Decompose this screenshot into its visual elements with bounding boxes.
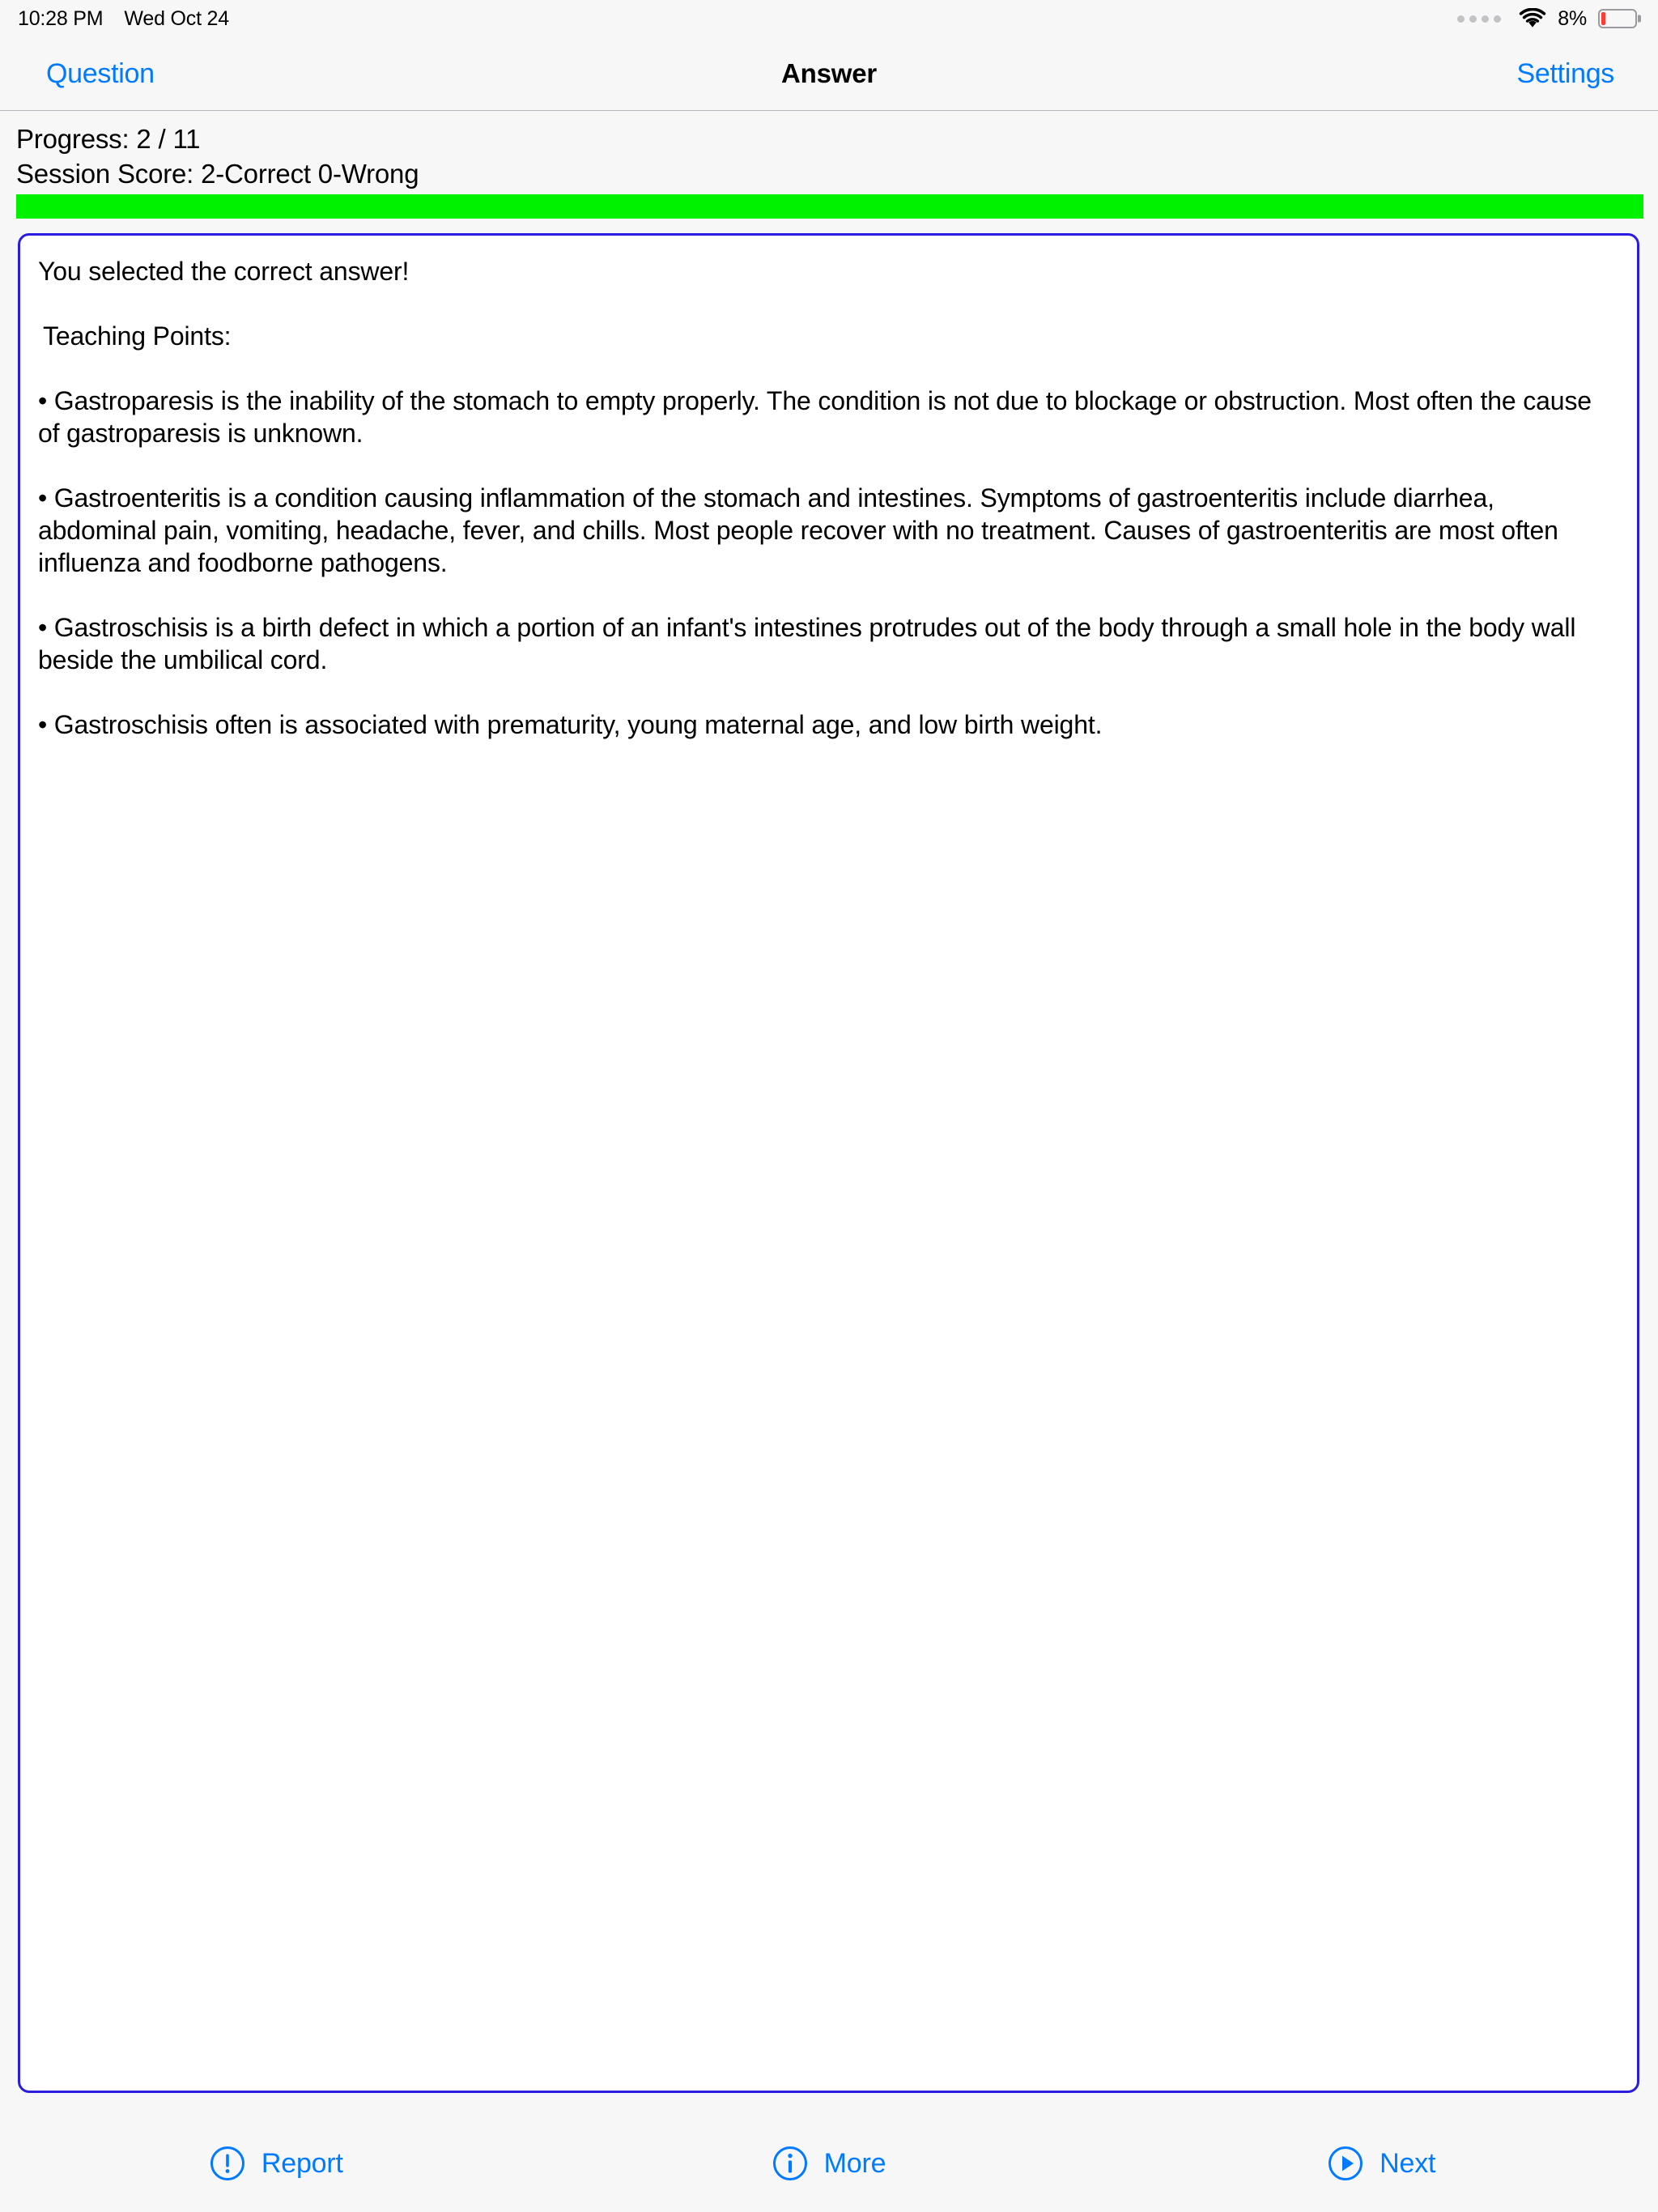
spacer: [38, 676, 1619, 708]
spacer: [38, 287, 1619, 320]
report-label: Report: [261, 2147, 343, 2179]
answer-headline: You selected the correct answer!: [38, 257, 410, 286]
page-title: Answer: [780, 58, 877, 88]
status-bar: [0, 0, 1658, 37]
spacer: [38, 352, 1619, 385]
progress-bar: [16, 194, 1643, 219]
answer-text-panel[interactable]: [18, 233, 1639, 2093]
info-circle-icon: [772, 2146, 808, 2181]
play-circle-icon: [1328, 2146, 1363, 2181]
teaching-point-bullet: • Gastroschisis is a birth defect in which a portion of an infant's intestines protrudes out of the body through a small hole in the body wall beside the umbilical cord.: [38, 613, 1576, 674]
battery-icon: [1598, 9, 1637, 28]
status-bar-left: [18, 7, 229, 31]
progress-block: [0, 112, 1658, 191]
battery-percent-label: 8%: [1558, 6, 1587, 30]
settings-button[interactable]: Settings: [1516, 57, 1614, 89]
status-bar-right: [1457, 7, 1637, 31]
status-time: 10:28 PM: [18, 6, 104, 30]
teaching-point-bullet: • Gastroenteritis is a condition causing inflammation of the stomach and intestines. Symptoms of gastroenteritis include diarrhea, abdominal pain, vomiting, headache, fever, and chills. Most people recover with no treatment. Causes of gastroenteritis are most often influenza and foodborne pathogens.: [38, 483, 1558, 577]
spacer: [38, 449, 1619, 482]
battery-fill: [1601, 12, 1605, 25]
report-button[interactable]: [0, 2112, 553, 2181]
cellular-dots-icon: [1457, 15, 1501, 23]
teaching-points-heading: Teaching Points:: [43, 321, 232, 351]
progress-label: Progress: 2 / 11: [16, 124, 201, 154]
teaching-point-bullet: • Gastroschisis often is associated with prematurity, young maternal age, and low birth weight.: [38, 710, 1103, 739]
bottom-toolbar: [0, 2112, 1658, 2212]
spacer: [38, 579, 1619, 611]
next-label: Next: [1380, 2147, 1436, 2179]
status-date: Wed Oct 24: [124, 6, 229, 30]
more-button[interactable]: [553, 2112, 1106, 2181]
question-back-button[interactable]: Question: [46, 57, 155, 89]
next-button[interactable]: [1105, 2112, 1658, 2181]
navigation-bar: [0, 37, 1658, 111]
exclamation-circle-icon: [210, 2146, 245, 2181]
answer-content: [38, 255, 1619, 741]
session-score-label: Session Score: 2-Correct 0-Wrong: [16, 159, 419, 189]
teaching-point-bullet: • Gastroparesis is the inability of the stomach to empty properly. The condition is not due to blockage or obstruction. Most often the cause of gastroparesis is unknown.: [38, 386, 1592, 448]
more-label: More: [823, 2147, 886, 2179]
progress-bar-fill: [16, 194, 1643, 219]
wifi-icon: [1519, 8, 1546, 29]
